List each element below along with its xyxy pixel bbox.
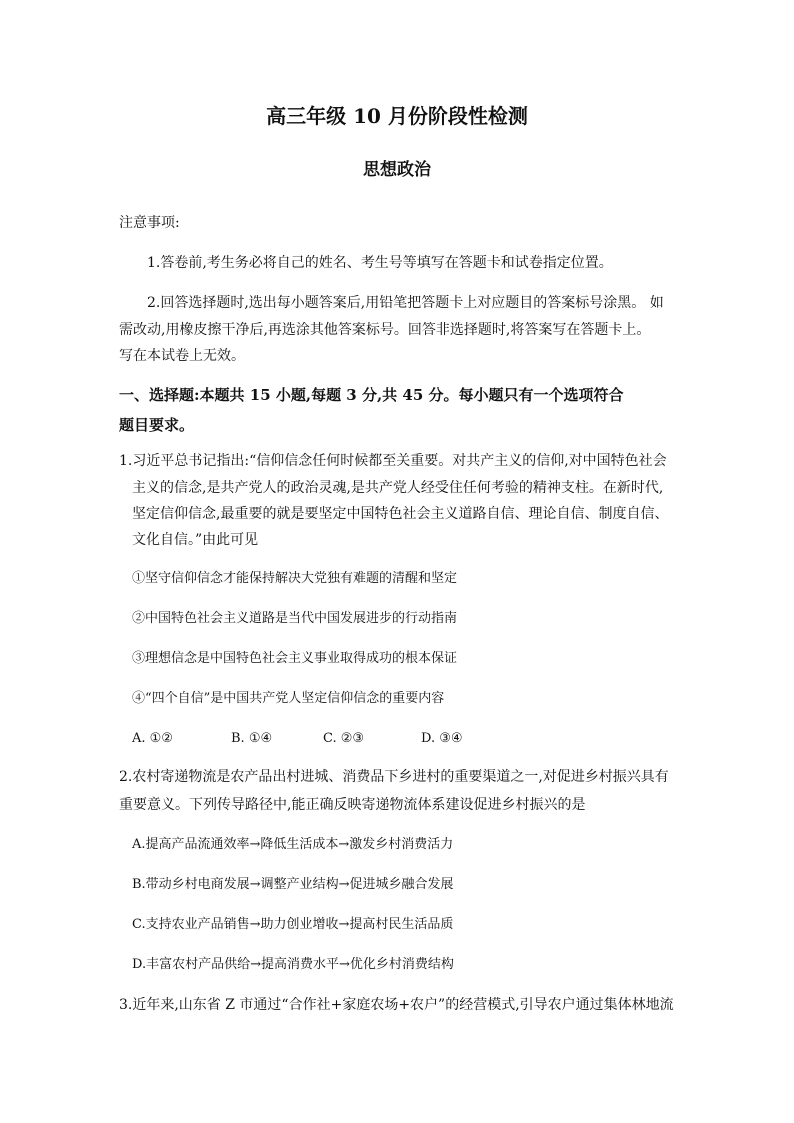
q1-choice-d: D. ③④ bbox=[421, 731, 463, 746]
q1-choice-b: B. ①④ bbox=[231, 731, 273, 746]
q2-option-b: B.带动乡村电商发展→调整产业结构→促进城乡融合发展 bbox=[132, 877, 454, 892]
q2-option-d: D.丰富农村产品供给→提高消费水平→优化乡村消费结构 bbox=[132, 957, 454, 972]
q1-statement-3: ③理想信念是中国特色社会主义事业取得成功的根本保证 bbox=[132, 651, 458, 666]
exam-title: 高三年级 10 月份阶段性检测 bbox=[266, 104, 528, 128]
q2-option-a: A.提高产品流通效率→降低生活成本→激发乡村消费活力 bbox=[132, 837, 454, 852]
q3-stem-line-1: 3.近年来,山东省 Z 市通过“合作社+家庭农场+农户”的经营模式,引导农户通过集体林地流 bbox=[119, 997, 674, 1013]
notice-item-1: 1.答卷前,考生务必将自己的姓名、考生号等填写在答题卡和试卷指定位置。 bbox=[147, 255, 613, 271]
q1-stem-line-1: 1.习近平总书记指出:“信仰信念任何时候都至关重要。对共产主义的信仰,对中国特色社会 bbox=[119, 453, 667, 469]
section-heading-line-2: 题目要求。 bbox=[119, 416, 195, 434]
section-heading-line-1: 一、选择题:本题共 15 小题,每题 3 分,共 45 分。每小题只有一个选项符合 bbox=[119, 386, 624, 404]
q1-stem-line-3: 坚定信仰信念,最重要的就是要坚定中国特色社会主义道路自信、理论自信、制度自信、 bbox=[132, 506, 669, 522]
notice-item-2-line-3: 写在本试卷上无效。 bbox=[119, 348, 245, 364]
q1-choice-c: C. ②③ bbox=[323, 731, 365, 746]
notice-heading: 注意事项: bbox=[119, 215, 180, 231]
notice-item-2-line-2: 需改动,用橡皮擦干净后,再选涂其他答案标号。回答非选择题时,将答案写在答题卡上。 bbox=[119, 322, 651, 338]
q2-option-c: C.支持农业产品销售→助力创业增收→提高村民生活品质 bbox=[132, 917, 454, 932]
subject-title: 思想政治 bbox=[363, 160, 431, 180]
q2-stem-line-2: 重要意义。下列传导路径中,能正确反映寄递物流体系建设促进乡村振兴的是 bbox=[119, 797, 586, 813]
q1-stem-line-4: 文化自信。”由此可见 bbox=[132, 532, 259, 548]
q1-choices bbox=[132, 729, 463, 749]
q1-statement-2: ②中国特色社会主义道路是当代中国发展进步的行动指南 bbox=[132, 611, 458, 626]
q1-statement-1: ①坚守信仰信念才能保持解决大党独有难题的清醒和坚定 bbox=[132, 571, 458, 586]
q2-stem-line-1: 2.农村寄递物流是农产品出村进城、消费品下乡进村的重要渠道之一,对促进乡村振兴具有 bbox=[119, 769, 669, 785]
q1-stem-line-2: 主义的信念,是共产党人的政治灵魂,是共产党人经受住任何考验的精神支柱。在新时代, bbox=[132, 480, 664, 496]
q1-statement-4: ④“四个自信”是中国共产党人坚定信仰信念的重要内容 bbox=[132, 691, 445, 706]
q1-choice-a: A. ①② bbox=[132, 731, 173, 746]
notice-item-2-line-1: 2.回答选择题时,选出每小题答案后,用铅笔把答题卡上对应题目的答案标号涂黑。 如 bbox=[147, 295, 664, 311]
